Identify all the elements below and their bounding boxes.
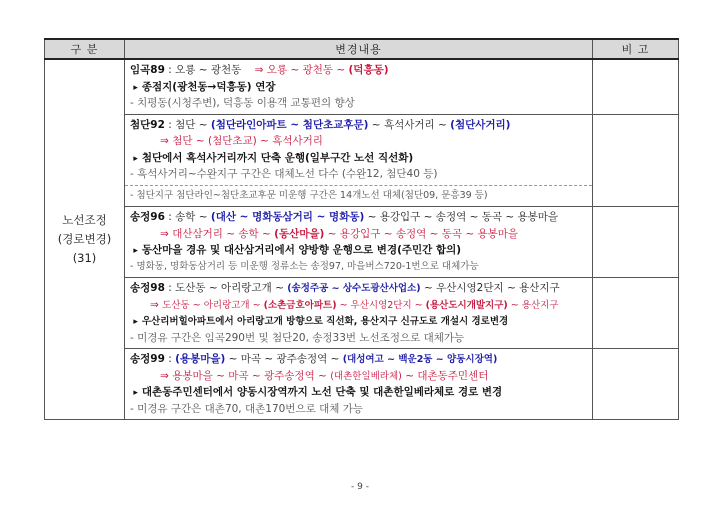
route-line-original: 송정98 : 도산동 ~ 아리랑고개 ~ (송정주공 ~ 상수도광산사업소) ~ 우산시영2단지 ~ 용산지구 (130, 282, 560, 294)
remarks-cell (593, 278, 679, 349)
route-line-changed: ⇒ 도산동 ~ 아리랑고개 ~ (소촌금호아파트) ~ 우산시영2단지 ~ (용산도시개발지구) ~ 용산지구 (150, 298, 559, 311)
route-line-changed: ⇒ 대산삼거리 ~ 송학 ~ (동산마을) ~ 용강입구 ~ 송정역 ~ 동곡 ~ 용봉마을 (160, 227, 519, 240)
route-line-original: 송정96 : 송학 ~ (대산 ~ 명화동삼거리 ~ 명화동) ~ 용강입구 ~ 송정역 ~ 동곡 ~ 용봉마을 (130, 211, 559, 223)
route-row (45, 207, 679, 278)
route-content-imgok89 (125, 59, 593, 114)
route-content-songjeong99 (125, 349, 593, 420)
route-note: - 미경유 구간은 임곡290번 및 첨단20, 송정33번 노선조정으로 대체가능 (130, 331, 465, 344)
route-content-songjeong98 (125, 278, 593, 349)
remarks-cell (593, 349, 679, 420)
route-line-original: 송정99 : (용봉마을) ~ 마곡 ~ 광주송정역 ~ (대성여고 ~ 백운2동 ~ 양동시장역) (130, 353, 498, 365)
category-cell (45, 59, 125, 420)
page-number: - 9 - (351, 482, 369, 492)
category-label-3: (31) (72, 251, 97, 265)
category-label-1: 노선조정 (62, 213, 107, 227)
route-line-changed: ⇒ 용봉마을 ~ 마곡 ~ 광주송정역 ~ (대촌한일베라체) ~ 대촌동주민센터 (160, 369, 489, 382)
route-bullet: ▸ 우산리버힐아파트에서 아리랑고개 방향으로 직선화, 용산지구 신규도로 개설시 경로변경 (133, 316, 509, 327)
header-change-content: 변경내용 (125, 39, 593, 59)
route-line-changed: ⇒ 첨단 ~ (첨단초교) ~ 흑석사거리 (160, 135, 323, 147)
route-row (45, 278, 679, 349)
route-row (45, 59, 679, 114)
route-bullet: ▸ 대촌동주민센터에서 양동시장역까지 노선 단축 및 대촌한일베라체로 경로 변경 (133, 386, 503, 398)
remarks-cell (593, 59, 679, 114)
route-content-songjeong96 (125, 207, 593, 278)
table-header-row (45, 39, 679, 59)
route-content-cheomdan92 (125, 114, 593, 207)
route-change-table (44, 38, 679, 420)
route-note: - 흑석사거리~수완지구 구간은 대체노선 다수 (수완12, 첨단40 등) (130, 168, 438, 180)
route-line-original: 임곡89 : 오룡 ~ 광천동 ⇒ 오룡 ~ 광천동 ~ (덕흥동) (130, 64, 389, 76)
route-bullet: ▸ 종점지(광천동→덕흥동) 연장 (133, 80, 276, 93)
route-bullet: ▸ 첨단에서 흑석사거리까지 단축 운행(일부구간 노선 직선화) (133, 151, 414, 164)
route-line-original: 첨단92 : 첨단 ~ (첨단라인아파트 ~ 첨단초교후문) ~ 흑석사거리 ~ (첨단사거리) (130, 118, 511, 131)
route-row (45, 349, 679, 420)
remarks-cell (593, 207, 679, 278)
route-note: - 치평동(시청주변), 덕흥동 이용객 교통편의 향상 (130, 97, 355, 109)
route-row (45, 114, 679, 207)
category-label-2: (경로변경) (57, 232, 112, 246)
route-note: - 미경유 구간은 대촌70, 대촌170번으로 대체 가능 (130, 402, 363, 415)
remarks-cell (593, 114, 679, 207)
route-bullet: ▸ 동산마을 경유 및 대산삼거리에서 양방향 운행으로 변경(주민간 합의) (133, 244, 462, 256)
header-remarks: 비 고 (593, 39, 679, 59)
route-note: - 명화동, 명화동삼거리 등 미운행 정류소는 송정97, 마을버스720-1번으로 대체가능 (130, 260, 479, 272)
route-note: - 첨단지구 첨단라인~첨단초교후문 미운행 구간은 14개노선 대체(첨단09, 문흥39 등) (130, 189, 488, 201)
header-category: 구 분 (45, 39, 125, 59)
